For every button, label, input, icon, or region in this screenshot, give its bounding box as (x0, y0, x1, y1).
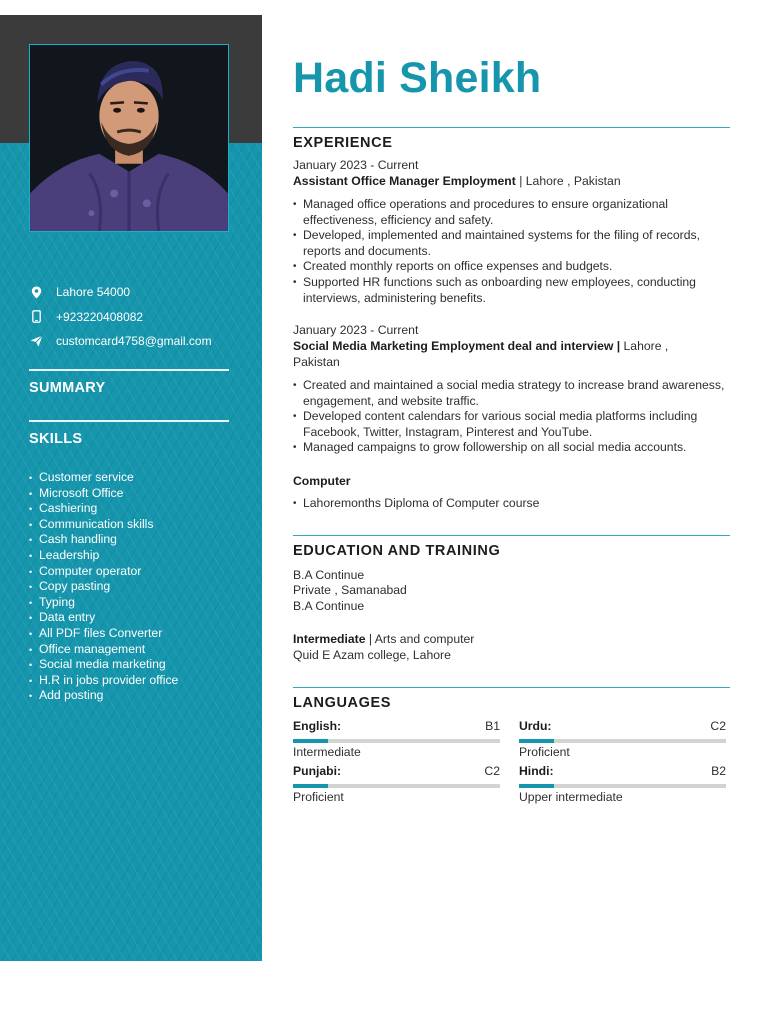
job-1-bullets (293, 197, 730, 306)
skill: • Add posting (29, 688, 178, 704)
skill: • Cashiering (29, 501, 178, 517)
education-2-degree: Intermediate (293, 632, 366, 646)
skill: • Customer service (29, 470, 178, 486)
skills-list (29, 470, 178, 704)
language-name: Urdu: (519, 719, 552, 733)
job-1-bullet: • Created monthly reports on office expenses and budgets. (293, 259, 730, 275)
language-code: C2 (710, 719, 726, 733)
language-bar-fill (519, 784, 554, 788)
computer-bullet: • Lahoremonths Diploma of Computer course (293, 496, 730, 512)
contact-email-text[interactable]: customcard4758@gmail.com (56, 334, 212, 349)
language-bar (293, 784, 500, 788)
phone-icon (29, 310, 43, 324)
language-hindi (519, 764, 726, 805)
skill: • Copy pasting (29, 579, 178, 595)
skills-divider (29, 420, 229, 422)
language-urdu (519, 719, 726, 760)
language-level: Proficient (293, 790, 344, 804)
job-2-title (293, 339, 668, 355)
language-name: Hindi: (519, 764, 554, 778)
language-bar (293, 739, 500, 743)
computer-title: Computer (293, 474, 351, 488)
job-1-bullet: • Developed, implemented and maintained systems for the filing of records, reports and documents. (293, 228, 730, 259)
skill: • Computer operator (29, 564, 178, 580)
language-level: Proficient (519, 745, 570, 759)
job-2-location: Lahore , (620, 339, 669, 353)
skill: • Cash handling (29, 532, 178, 548)
language-code: C2 (484, 764, 500, 778)
contact-location (29, 280, 249, 305)
education-1-line1: B.A Continue (293, 568, 365, 582)
job-1-role: Assistant Office Manager Employment (293, 174, 516, 188)
job-1-bullet: • Supported HR functions such as onboarding new employees, conducting interviews, administering benefits. (293, 275, 730, 306)
skill: • H.R in jobs provider office (29, 673, 178, 689)
location-pin-icon (29, 285, 43, 299)
language-name: Punjabi: (293, 764, 342, 778)
experience-divider (293, 127, 730, 128)
contact-phone-text[interactable]: +923220408082 (56, 309, 144, 324)
language-code: B2 (711, 764, 726, 778)
candidate-name: Hadi Sheikh (293, 54, 542, 102)
languages-divider (293, 687, 730, 688)
summary-heading: SUMMARY (29, 380, 106, 396)
experience-heading: EXPERIENCE (293, 135, 393, 151)
contact-email (29, 329, 249, 354)
computer-heading (293, 474, 351, 490)
job-1-title (293, 174, 621, 190)
profile-photo-image (30, 45, 228, 231)
education-1-line3: B.A Continue (293, 599, 365, 613)
job-2-bullet: • Created and maintained a social media strategy to increase brand awareness, engagement, and website traffic. (293, 378, 730, 409)
job-2-role: Social Media Marketing Employment deal and interview | (293, 339, 621, 353)
skill: • Typing (29, 595, 178, 611)
language-bar-fill (293, 739, 328, 743)
sidebar (0, 15, 262, 961)
language-name: English: (293, 719, 342, 733)
computer-bullets (293, 496, 730, 512)
language-code: B1 (485, 719, 500, 733)
job-2-bullet: • Managed campaigns to grow followership on all social media accounts. (293, 440, 730, 456)
contact-phone (29, 305, 249, 330)
language-level: Intermediate (293, 745, 361, 759)
job-2-location-line2: Pakistan (293, 355, 340, 369)
language-bar-fill (519, 739, 554, 743)
language-bar (519, 784, 726, 788)
contact-location-text: Lahore 54000 (56, 285, 131, 300)
skill: • Leadership (29, 548, 178, 564)
skill: • Data entry (29, 610, 178, 626)
skill: • Social media marketing (29, 657, 178, 673)
skill: • Communication skills (29, 517, 178, 533)
language-english (293, 719, 500, 760)
language-level: Upper intermediate (519, 790, 623, 804)
job-1-bullet: • Managed office operations and procedures to ensure organizational effectiveness, efficiency and safety. (293, 197, 730, 228)
skill: • Microsoft Office (29, 486, 178, 502)
job-1-dates: January 2023 - Current (293, 158, 419, 172)
profile-photo (29, 44, 229, 232)
contact-list (29, 280, 249, 354)
skills-heading: SKILLS (29, 431, 83, 447)
language-punjabi (293, 764, 500, 805)
job-2-bullets (293, 378, 730, 456)
skill: • Office management (29, 642, 178, 658)
skill: • All PDF files Converter (29, 626, 178, 642)
job-2-bullet: • Developed content calendars for various social media platforms including Facebook, Twitter, Instagram, Pinterest and YouTube. (293, 409, 730, 440)
summary-divider (29, 369, 229, 371)
education-2-field: | Arts and computer (365, 632, 475, 646)
send-icon (29, 334, 43, 348)
language-bar (519, 739, 726, 743)
languages-heading: LANGUAGES (293, 695, 392, 711)
language-bar-fill (293, 784, 328, 788)
job-2-dates: January 2023 - Current (293, 323, 419, 337)
education-2-school: Quid E Azam college, Lahore (293, 648, 451, 662)
education-2-line1 (293, 632, 474, 648)
job-1-location: | Lahore , Pakistan (515, 174, 621, 188)
education-divider (293, 535, 730, 536)
education-1-line2: Private , Samanabad (293, 583, 407, 597)
education-heading: EDUCATION AND TRAINING (293, 543, 501, 559)
